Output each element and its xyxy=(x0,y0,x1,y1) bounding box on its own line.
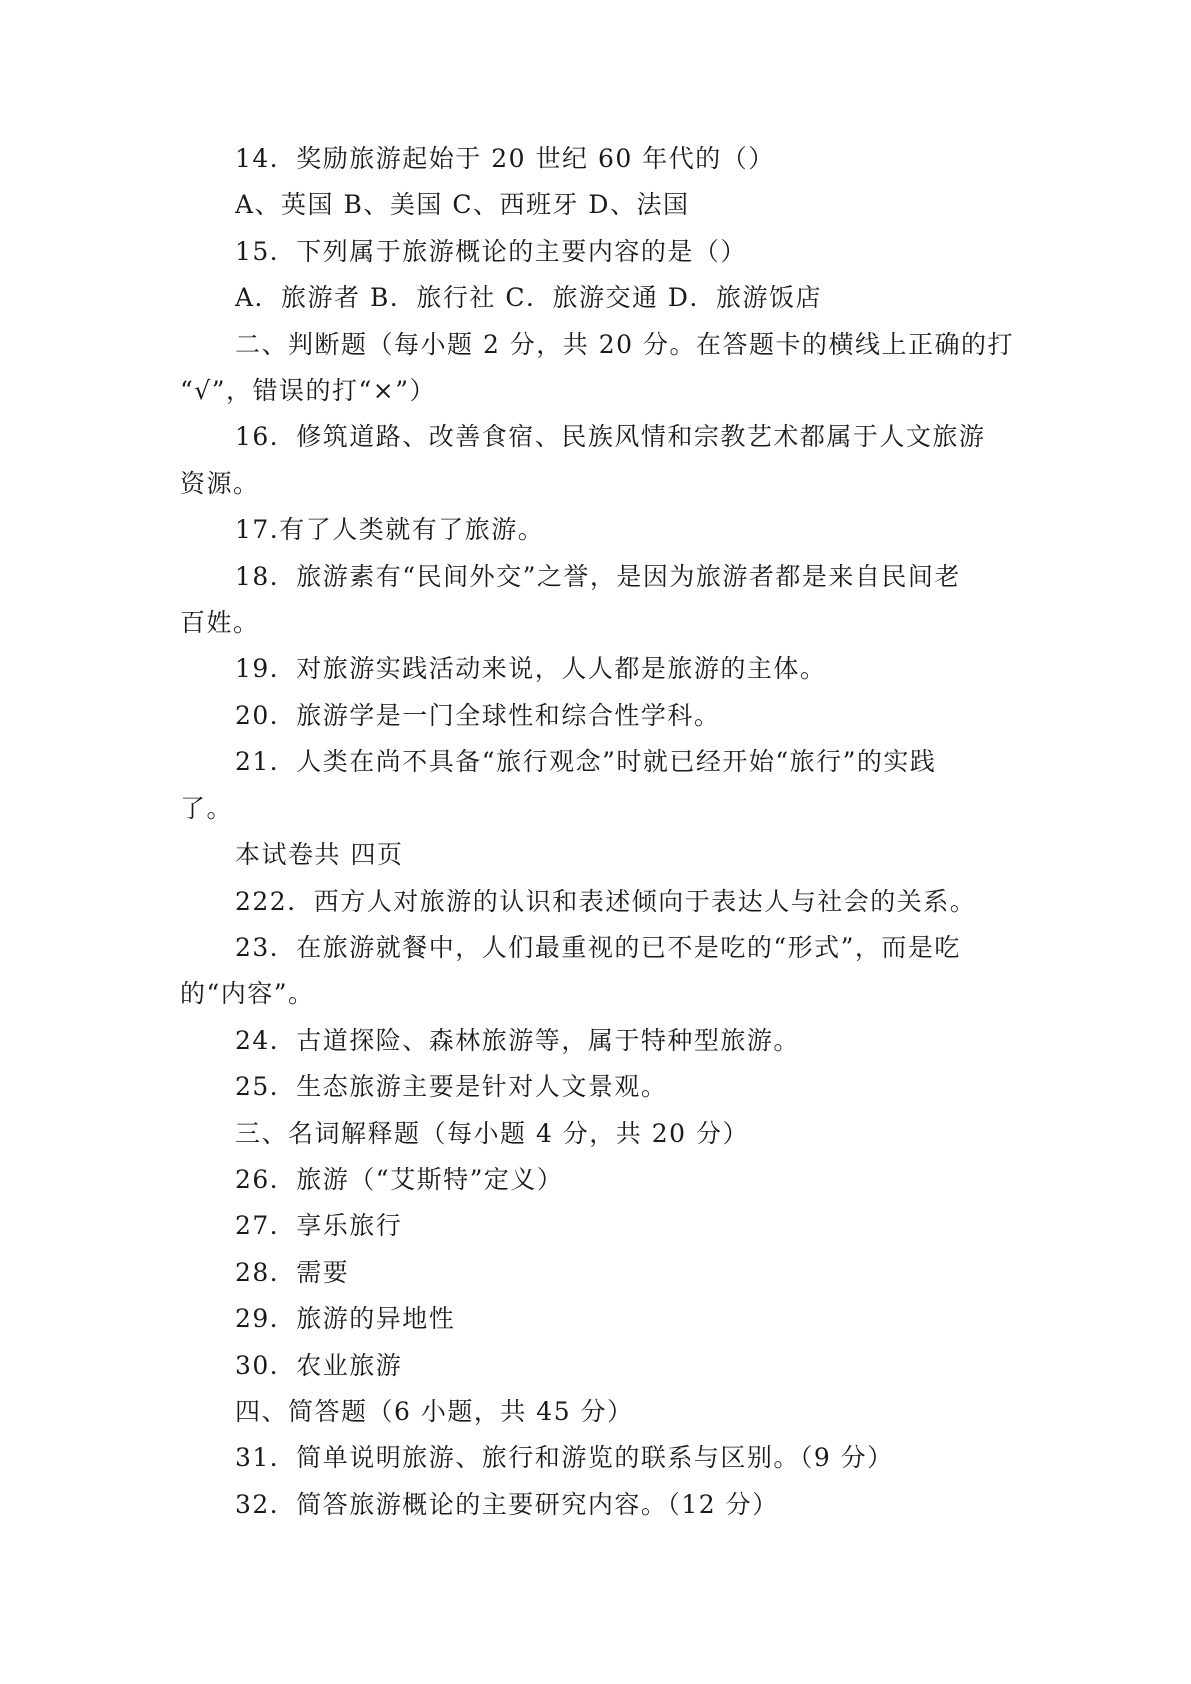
text-line: 19．对旅游实践活动来说，人人都是旅游的主体。 xyxy=(235,654,827,684)
exam-content xyxy=(180,136,1015,1528)
text-line: 32．简答旅游概论的主要研究内容。（12 分） xyxy=(235,1489,779,1519)
text-line-continuation: 百姓。 xyxy=(180,608,260,638)
text-line: 27．享乐旅行 xyxy=(235,1211,403,1241)
text-line: 24．古道探险、森林旅游等，属于特种型旅游。 xyxy=(235,1025,800,1055)
text-line: 14．奖励旅游起始于 20 世纪 60 年代的（） xyxy=(235,144,775,173)
text-line: 16．修筑道路、改善食宿、民族风情和宗教艺术都属于人文旅游 xyxy=(235,422,986,452)
text-line: 26．旅游（“艾斯特”定义） xyxy=(235,1164,564,1194)
text-line: 25．生态旅游主要是针对人文景观。 xyxy=(235,1072,668,1102)
text-line: 15．下列属于旅游概论的主要内容的是（） xyxy=(235,236,747,266)
text-line-continuation: 的“内容”。 xyxy=(180,979,315,1009)
text-line: 17.有了人类就有了旅游。 xyxy=(235,515,545,545)
text-line-continuation: 资源。 xyxy=(180,468,260,498)
text-line: 二、判断题（每小题 2 分，共 20 分。在答题卡的横线上正确的打 xyxy=(235,329,1015,359)
text-line: 20．旅游学是一门全球性和综合性学科。 xyxy=(235,700,721,730)
text-line: 31．简单说明旅游、旅行和游览的联系与区别。（9 分） xyxy=(235,1443,894,1473)
text-line-continuation: 了。 xyxy=(180,793,234,823)
text-line: 222．西方人对旅游的认识和表述倾向于表达人与社会的关系。 xyxy=(235,886,977,916)
text-line: 28．需要 xyxy=(235,1257,350,1287)
text-line: A．旅游者 B．旅行社 C．旅游交通 D．旅游饭店 xyxy=(235,283,822,313)
text-line: 30．农业旅游 xyxy=(235,1350,403,1380)
text-line: A、英国 B、美国 C、西班牙 D、法国 xyxy=(235,190,690,220)
text-line: 三、名词解释题（每小题 4 分，共 20 分） xyxy=(235,1118,750,1148)
text-line: 本试卷共 四页 xyxy=(235,840,404,870)
text-line: 29．旅游的异地性 xyxy=(235,1304,456,1334)
text-line: 23．在旅游就餐中，人们最重视的已不是吃的“形式”，而是吃 xyxy=(235,932,961,962)
text-line-continuation: “√”，错误的打“×”） xyxy=(180,376,437,406)
text-line: 四、简答题（6 小题，共 45 分） xyxy=(235,1396,634,1426)
text-line: 21．人类在尚不具备“旅行观念”时就已经开始“旅行”的实践 xyxy=(235,747,937,777)
text-line: 18．旅游素有“民间外交”之誉，是因为旅游者都是来自民间老 xyxy=(235,561,961,591)
